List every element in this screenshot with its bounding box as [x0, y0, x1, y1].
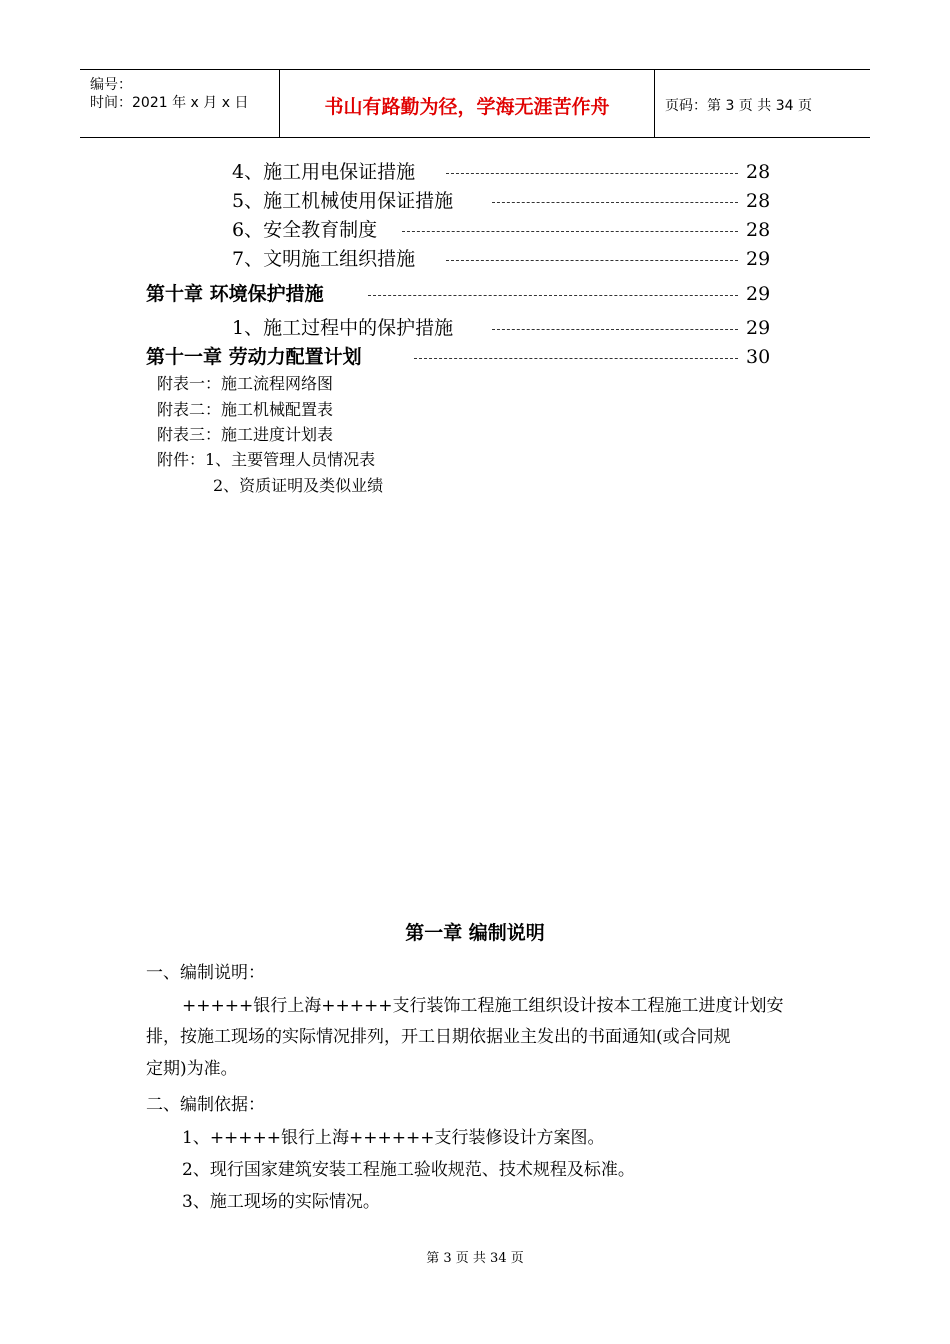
header-middle-cell	[280, 70, 655, 137]
page-footer: 第 3 页 共 34 页	[426, 1251, 524, 1266]
header-right-cell	[655, 70, 870, 137]
toc-item-page: 29	[746, 317, 771, 339]
section-heading: 一、编制说明：	[146, 963, 265, 983]
toc-item-label: 5、施工机械使用保证措施	[232, 187, 455, 215]
toc-item	[232, 245, 772, 273]
toc-item-page: 28	[746, 161, 771, 183]
toc-item-page: 29	[746, 248, 771, 270]
appendix-item: 附件：1、主要管理人员情况表	[157, 450, 376, 469]
basis-item: 1、+++++银行上海++++++支行装修设计方案图。	[182, 1128, 605, 1148]
toc-chapter-page: 30	[746, 346, 771, 368]
toc-leader	[414, 358, 738, 359]
toc-item-label: 4、施工用电保证措施	[232, 158, 417, 186]
document-time-label: 时间：2021 年 x 月 x 日	[90, 95, 249, 111]
toc-item-label: 6、安全教育制度	[232, 216, 379, 244]
toc-leader	[446, 260, 738, 261]
toc-item-page: 28	[746, 219, 771, 241]
paragraph-line: 定期)为准。	[146, 1059, 238, 1079]
header-left-cell	[80, 70, 280, 137]
toc-leader	[492, 202, 738, 203]
toc-leader	[492, 329, 738, 330]
toc-item	[232, 314, 772, 342]
document-number-label: 编号：	[90, 77, 132, 93]
basis-item: 3、施工现场的实际情况。	[182, 1192, 380, 1212]
toc-chapter-page: 29	[746, 283, 771, 305]
toc-item	[232, 216, 772, 244]
toc-item-page: 28	[746, 190, 771, 212]
paragraph-line: +++++银行上海+++++支行装饰工程施工组织设计按本工程施工进度计划安	[182, 996, 784, 1016]
appendix-item: 附表二：施工机械配置表	[157, 400, 334, 419]
toc-item-label: 1、施工过程中的保护措施	[232, 314, 455, 342]
header-page-info: 页码：第 3 页 共 34 页	[665, 98, 812, 114]
toc-item	[232, 158, 772, 186]
toc-leader	[446, 173, 738, 174]
appendix-item: 附表三：施工进度计划表	[157, 425, 334, 444]
basis-item: 2、现行国家建筑安装工程施工验收规范、技术规程及标准。	[182, 1160, 635, 1180]
toc-chapter-label: 第十一章 劳动力配置计划	[146, 343, 364, 371]
toc-chapter	[146, 280, 772, 308]
appendix-item: 2、资质证明及类似业绩	[213, 476, 384, 495]
section-heading: 二、编制依据：	[146, 1095, 265, 1115]
toc-chapter	[146, 343, 772, 371]
paragraph-line: 排，按施工现场的实际情况排列，开工日期依据业主发出的书面通知(或合同规	[146, 1027, 731, 1047]
toc-leader	[402, 231, 738, 232]
header-motto: 书山有路勤为径，学海无涯苦作舟	[324, 96, 610, 118]
toc-item	[232, 187, 772, 215]
page-header	[80, 69, 870, 138]
toc-item-label: 7、文明施工组织措施	[232, 245, 417, 273]
chapter-title: 第一章 编制说明	[405, 922, 545, 944]
toc-leader	[368, 295, 738, 296]
appendix-item: 附表一：施工流程网络图	[157, 374, 334, 393]
toc-chapter-label: 第十章 环境保护措施	[146, 280, 326, 308]
